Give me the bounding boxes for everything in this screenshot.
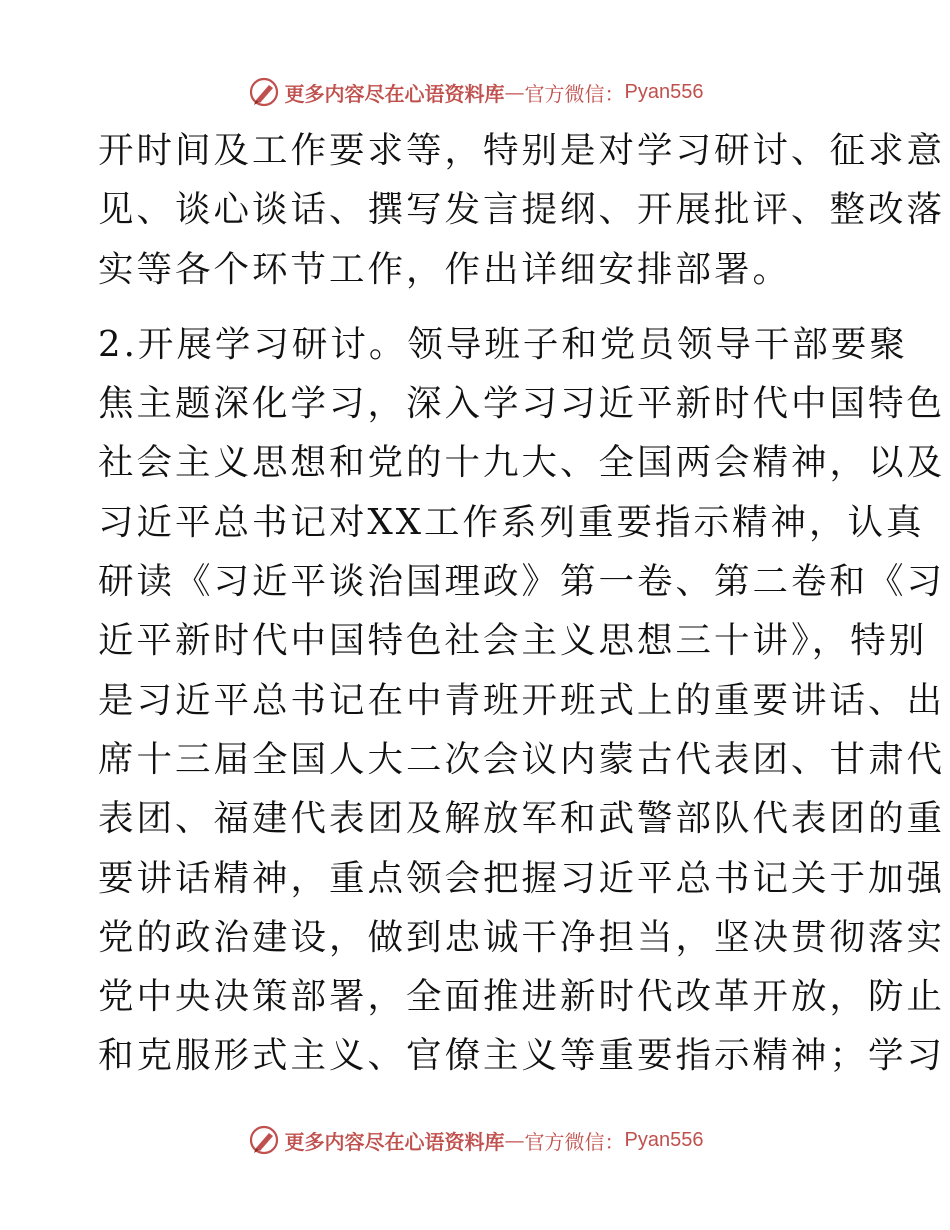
banner-wechat-label: 官方微信： xyxy=(524,1129,625,1154)
text-line: 是习近平总书记在中青班开班式上的重要讲话、出 xyxy=(98,679,946,721)
text-line: 表团、福建代表团及解放军和武警部队代表团的重 xyxy=(98,798,946,840)
banner-text: 更多内容尽在心语资料库 xyxy=(284,1129,505,1154)
text-line: 近平新时代中国特色社会主义思想三十讲》，特别 xyxy=(98,620,928,662)
banner-separator: — xyxy=(504,80,525,104)
text-line: 见、谈心谈话、撰写发言提纲、开展批评、整改落 xyxy=(98,189,946,231)
header-banner xyxy=(0,72,950,112)
pen-logo-icon xyxy=(247,1123,281,1157)
banner-text: 更多内容尽在心语资料库 xyxy=(284,81,505,106)
text-line: 党的政治建设，做到忠诚干净担当，坚决贯彻落实 xyxy=(98,916,946,958)
pen-logo-icon xyxy=(247,75,281,109)
text-line: 2.开展学习研讨。领导班子和党员领导干部要聚 xyxy=(98,323,908,365)
text-line: 席十三届全国人大二次会议内蒙古代表团、甘肃代 xyxy=(98,738,946,780)
banner-separator: — xyxy=(504,1128,525,1152)
text-line: 习近平总书记对XX工作系列重要指示精神，认真 xyxy=(98,501,925,543)
paragraph-2 xyxy=(98,315,946,1086)
footer-banner xyxy=(0,1120,950,1160)
document-body xyxy=(98,121,946,1086)
banner-wechat-id: Pyan556 xyxy=(624,80,704,103)
text-line: 党中央决策部署，全面推进新时代改革开放，防止 xyxy=(98,976,946,1018)
text-line: 研读《习近平谈治国理政》第一卷、第二卷和《习 xyxy=(98,561,946,603)
text-line: 开时间及工作要求等，特别是对学习研讨、征求意 xyxy=(98,130,946,171)
paragraph-1 xyxy=(98,121,946,299)
text-line: 要讲话精神，重点领会把握习近平总书记关于加强 xyxy=(98,857,946,899)
banner-wechat-id: Pyan556 xyxy=(624,1128,704,1151)
text-line: 焦主题深化学习，深入学习习近平新时代中国特色 xyxy=(98,383,946,425)
text-line: 和克服形式主义、官僚主义等重要指示精神；学习 xyxy=(98,1035,946,1077)
banner-wechat-label: 官方微信： xyxy=(524,81,625,106)
text-line: 实等各个环节工作，作出详细安排部署。 xyxy=(98,248,792,290)
text-line: 社会主义思想和党的十九大、全国两会精神，以及 xyxy=(98,442,946,484)
